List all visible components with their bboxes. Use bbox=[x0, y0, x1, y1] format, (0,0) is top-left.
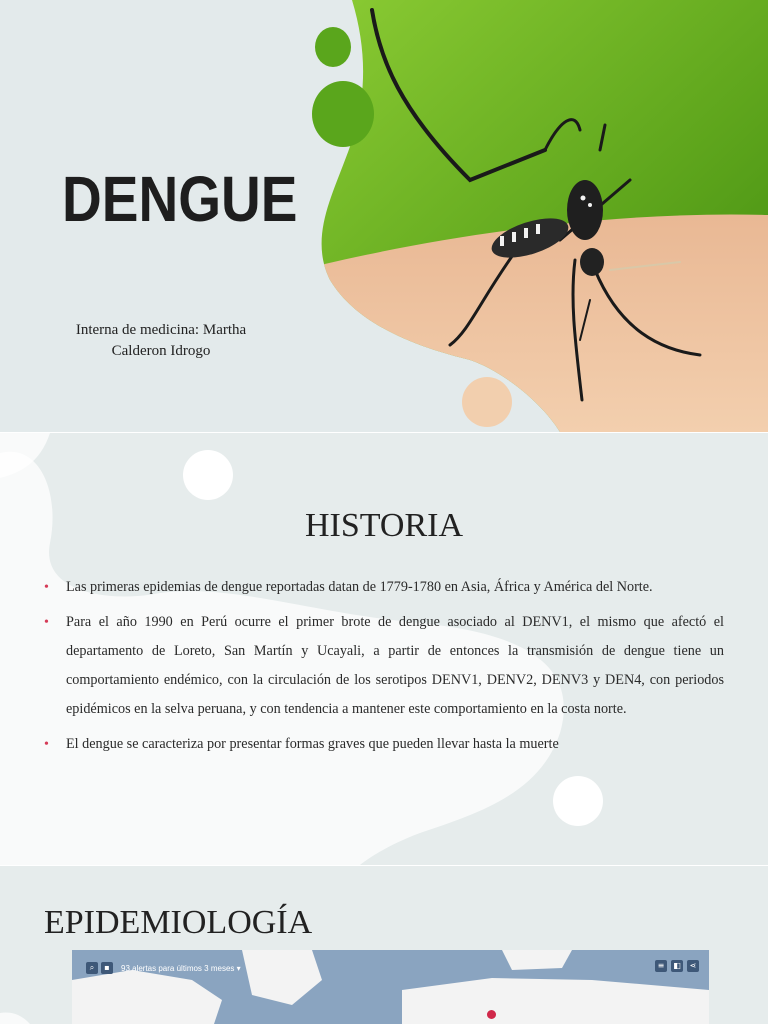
share-icon[interactable]: ⋖ bbox=[687, 960, 699, 972]
author-block bbox=[56, 320, 266, 362]
bullet-dot: • bbox=[44, 615, 49, 630]
alert-count-label[interactable]: 93 alertas para últimos 3 meses ▾ bbox=[121, 963, 241, 973]
list-item bbox=[44, 730, 724, 759]
slide-historia bbox=[0, 433, 768, 865]
list-item bbox=[44, 573, 724, 602]
bullet-dot: • bbox=[44, 580, 49, 595]
green-dot-small bbox=[315, 27, 351, 67]
bullet-text: El dengue se caracteriza por presentar formas graves que pueden llevar hasta la muerte bbox=[66, 736, 559, 752]
slide-title bbox=[0, 0, 768, 432]
author-line-1: Interna de medicina: Martha bbox=[75, 322, 247, 338]
folder-icon[interactable]: ▪ bbox=[101, 962, 113, 974]
search-icon[interactable]: ⌕ bbox=[86, 962, 98, 974]
bullet-text: Las primeras epidemias de dengue reportadas datan de 1779-1780 en Asia, África y América del Norte. bbox=[66, 579, 653, 595]
green-dot-large bbox=[312, 81, 374, 147]
epidemiologia-title: EPIDEMIOLOGÍA bbox=[44, 904, 313, 941]
peach-dot bbox=[462, 377, 512, 427]
historia-title: HISTORIA bbox=[304, 507, 464, 544]
map-controls bbox=[651, 960, 699, 972]
alert-map[interactable] bbox=[72, 950, 709, 1024]
menu-icon[interactable]: ≡ bbox=[655, 960, 667, 972]
slide-epidemiologia bbox=[0, 866, 768, 1024]
list-item bbox=[44, 608, 724, 724]
layers-icon[interactable]: ◧ bbox=[671, 960, 683, 972]
historia-bullet-list bbox=[44, 573, 724, 765]
presentation-title: DENGUE bbox=[62, 163, 298, 235]
bullet-text: Para el año 1990 en Perú ocurre el primer brote de dengue asociado al DENV1, el mismo que afectó el departamento de Loreto, San Martín y Ucayali, a partir de entonces la transmisión de dengue tiene un comportamiento endémico, con la circulación de los serotipos DENV1, DENV2, DENV3 y DEN4, con periodos epidémicos en la selva peruana, y con tendencia a mantener este comportamiento en la costa norte. bbox=[66, 614, 724, 717]
alert-marker[interactable] bbox=[487, 1010, 496, 1019]
map-toolbar bbox=[72, 960, 241, 976]
bullet-dot: • bbox=[44, 737, 49, 752]
author-line-2: Calderon Idrogo bbox=[111, 343, 211, 359]
